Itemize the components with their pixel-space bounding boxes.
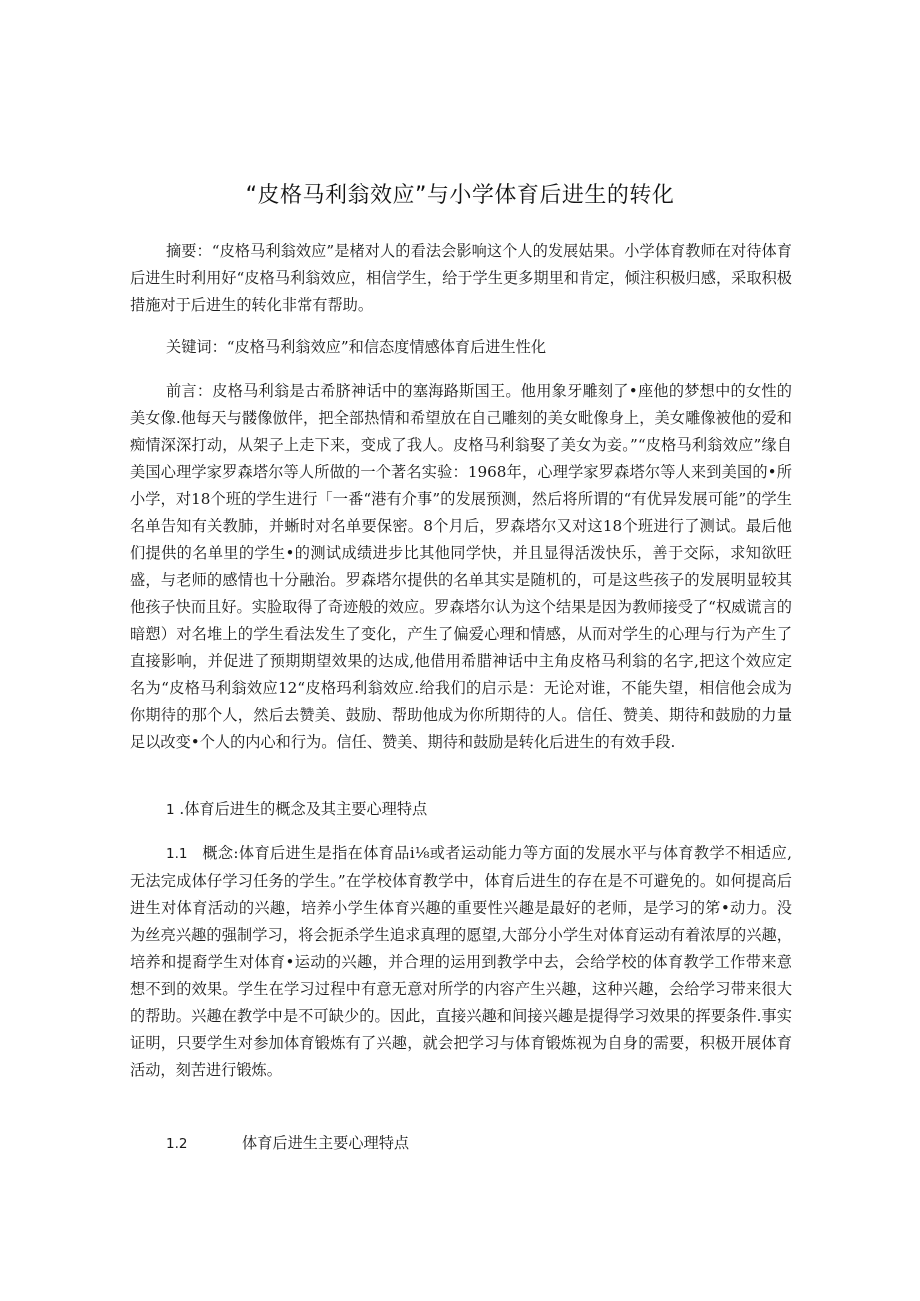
section-1-2-title: 体育后进生主要心理特点 [242,1134,410,1152]
section-1-2-heading [166,1130,409,1158]
section-1-title: .体育后进生的概念及其主要心理特点 [179,800,428,818]
keywords-paragraph: 关键词：“皮格马利翁效应”和信态度情感体育后进生性化 [166,338,547,356]
section-1-2-number: 1.2 [166,1136,188,1152]
section-1-1-paragraph [130,840,792,1084]
abstract-paragraph: 摘要：“皮格马利翁效应”是楮对人的看法会影响这个人的发展姑果。小学体育教师在对待体育后进生时利用好“皮格马利翁效应，相信学生，给于学生更多期里和肯定，倾注积极归感，采取积极措施对于后进生的转化非常有帮助。 [130,242,792,314]
document-title: “皮格马利翁效应”与小学体育后进生的转化 [245,183,675,208]
section-1-number: 1 [166,802,175,818]
section-1-heading [166,796,427,824]
foreword-paragraph: 前言：皮格马利翁是古希脐神话中的塞海路斯国王。他用象牙雕刻了•座他的梦想中的女性的美女像.他每天与髅像倣伴，把全部热情和希望放在自己雕刻的美女毗像身上，美女雕像被他的爱和痴情深深打动，从架子上走下来，变成了我人。皮格马利翁娶了美女为妾。”“皮格马利翁效应”缘自美国心理学家罗森塔尔等人所做的一个著名实验：1968年，心理学家罗森塔尔等人来到美国的•所小学，对18个班的学生进行「一番“港有介事”的发展预测，然后将所谓的“有优异发展可能”的学生名单告知有关教肺，并蜥时对名单要保密。8个月后，罗森塔尔又对这18个班进行了测试。最后他们提供的名单里的学生•的测试成绩进步比其他同学快，并且显得活泼快乐，善于交际，求知欲旺盛，与老师的感情也十分融治。罗森塔尔提供的名单其实是随机的，可是这些孩子的发展明显较其他孩子快而且好。实脸取得了奇迹般的效应。罗森塔尔认为这个结果是因为教师接受了“权威谎言的暗愬）对名堆上的学生看法发生了变化，产生了偏爱心理和情感，从而对学生的心理与行为产生了直接影响，并促进了预期期望效果的达成,他借用希腊神话中主角皮格马利翁的名字,把这个效应定名为“皮格马利翁效应12“皮格玛利翁效应.给我们的启示是：无论对谁，不能失望，相信他会成为你期待的那个人，然后去赞美、鼓励、帮助他成为你所期待的人。信任、赞美、期待和鼓励的力量足以改变•个人的内心和行为。信任、赞美、期待和鼓励是转化后进生的有效手段. [130,382,792,751]
section-1-1-number: 1.1 [166,846,188,862]
section-1-1-text: 概念:体育后进生是指在体育品i⅛或者运动能力等方面的发展水平与体育教学不相适应,无法完成体仔学习任务的学生。”在学校体育教学中，体育后进生的存在是不可避免的。如何提高后进生对体育活动的兴趣，培养小学生体育兴趣的重要性兴趣是最好的老师，是学习的笫•动力。没为丝亮兴趣的强制学习，将会扼杀学生追求真理的愿望,大部分小学生对体育运动有着浓厚的兴趣，培养和提裔学生对体育•运动的兴趣，并合理的运用到教学中去，会给学校的体育教学工作带来意想不到的效果。学生在学习过程中有意无意对所学的内容产生兴趣，这种兴趣，会给学习带来很大的帮助。兴趣在教学中是不可缺少的。因此，直接兴趣和间接兴趣是提得学习效果的挥要条件.事实证明，只要学生对参加体育锻炼有了兴趣，就会把学习与体育锻炼视为自身的需要，积极开展体育活动，刻苦进行锻炼。 [130,844,792,1079]
